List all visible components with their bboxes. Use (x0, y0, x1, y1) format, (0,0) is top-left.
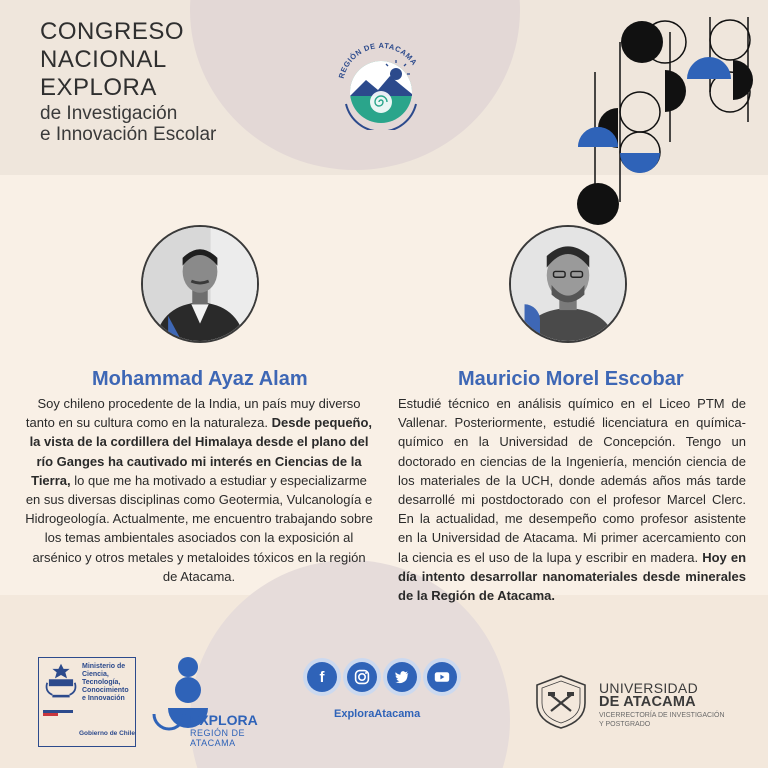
ministry-line: e Innovación (82, 695, 125, 702)
universidad-atacama-crest-icon (532, 673, 590, 731)
ministry-line: Ministerio de (82, 663, 126, 670)
badge-arc-text: REGIÓN DE ATACAMA (336, 40, 420, 80)
ministry-logo (38, 657, 136, 747)
explora-region-line: REGIÓN DE (190, 728, 246, 738)
region-atacama-badge-logo (326, 30, 436, 130)
university-department (599, 712, 749, 729)
facebook-icon[interactable]: f (307, 662, 337, 692)
youtube-icon[interactable] (427, 662, 457, 692)
profile-name-mohammad: Mohammad Ayaz Alam (92, 368, 308, 390)
bio-segment: Soy chileno procedente de la India, un país muy diverso tanto en su cultura como en la naturaleza. (25, 396, 361, 431)
subtitle-line-2: e Innovación Escolar (40, 124, 217, 145)
explora-wordmark: EXPLORA (190, 712, 258, 728)
profile-name-mauricio: Mauricio Morel Escobar (458, 368, 684, 390)
ministry-line: Tecnología, (82, 679, 121, 686)
profile-bio-mohammad (24, 394, 374, 586)
ministry-line: Conocimiento (82, 687, 129, 694)
department-line: Y POSTGRADO (599, 720, 651, 728)
congress-title (40, 20, 216, 144)
title-line-3: EXPLORA (40, 74, 157, 101)
ministry-line: Ciencia, (82, 671, 109, 678)
chile-coat-of-arms-icon (43, 662, 79, 700)
twitter-icon[interactable] (387, 662, 417, 692)
bio-segment-bold: Hoy en día intento desarrollar nanomateriales desde minerales de la Región de Atacama. (398, 549, 747, 604)
title-line-1: CONGRESO (40, 18, 185, 45)
explora-region-line: ATACAMA (190, 738, 236, 748)
title-line-2: NACIONAL (40, 46, 167, 73)
gobierno-de-chile-label: Gobierno de Chile (79, 730, 135, 737)
department-line: VICERRECTORÍA DE INVESTIGACIÓN (599, 712, 725, 719)
geometric-decoration (570, 12, 760, 232)
avatar-mauricio (509, 225, 627, 343)
university-name-line1: UNIVERSIDAD (599, 680, 698, 696)
bio-segment: Estudié técnico en análisis químico en el Liceo PTM de Vallenar. Posteriormente, estudié licenciatura en química-químico en la Universidad de Concepción. Tengo un doctorado en ciencias de la Ingeniería, mención ciencia de los materiales de la UCH, donde además años más tarde desarrollé mi postdoctorado con el profesor Marcel Clerc. En la actualidad, me desempeño como profesor asistente en la Universidad de Atacama. Mi primer acercamiento con la ciencia es el uso de la lupa y escribir en madera. (398, 396, 746, 565)
bio-segment: lo que me ha motivado a estudiar y especializarme en sus diversas disciplinas como Geotermia, Vulcanología e Hidrogeología. Actualmente, me encuentro trabajando sobre los temas ambientales asociados con la exposición al arsénico y otros metales y metaloides tóxicos en la región de Atacama. (25, 472, 373, 584)
subtitle-line-1: de Investigación (40, 103, 178, 124)
bio-segment-bold: Desde pequeño, la vista de la cordillera del Himalaya desde el plano del río Ganges ha cautivado mi interés en Ciencias de la Tierra, (29, 415, 373, 488)
instagram-icon[interactable] (347, 662, 377, 692)
explora-region (190, 728, 245, 748)
university-name-line2: DE ATACAMA (599, 694, 696, 710)
ministry-name (82, 663, 134, 703)
profile-bio-mauricio (398, 394, 746, 605)
avatar-mohammad (141, 225, 259, 343)
social-handle[interactable]: ExploraAtacama (334, 708, 421, 720)
